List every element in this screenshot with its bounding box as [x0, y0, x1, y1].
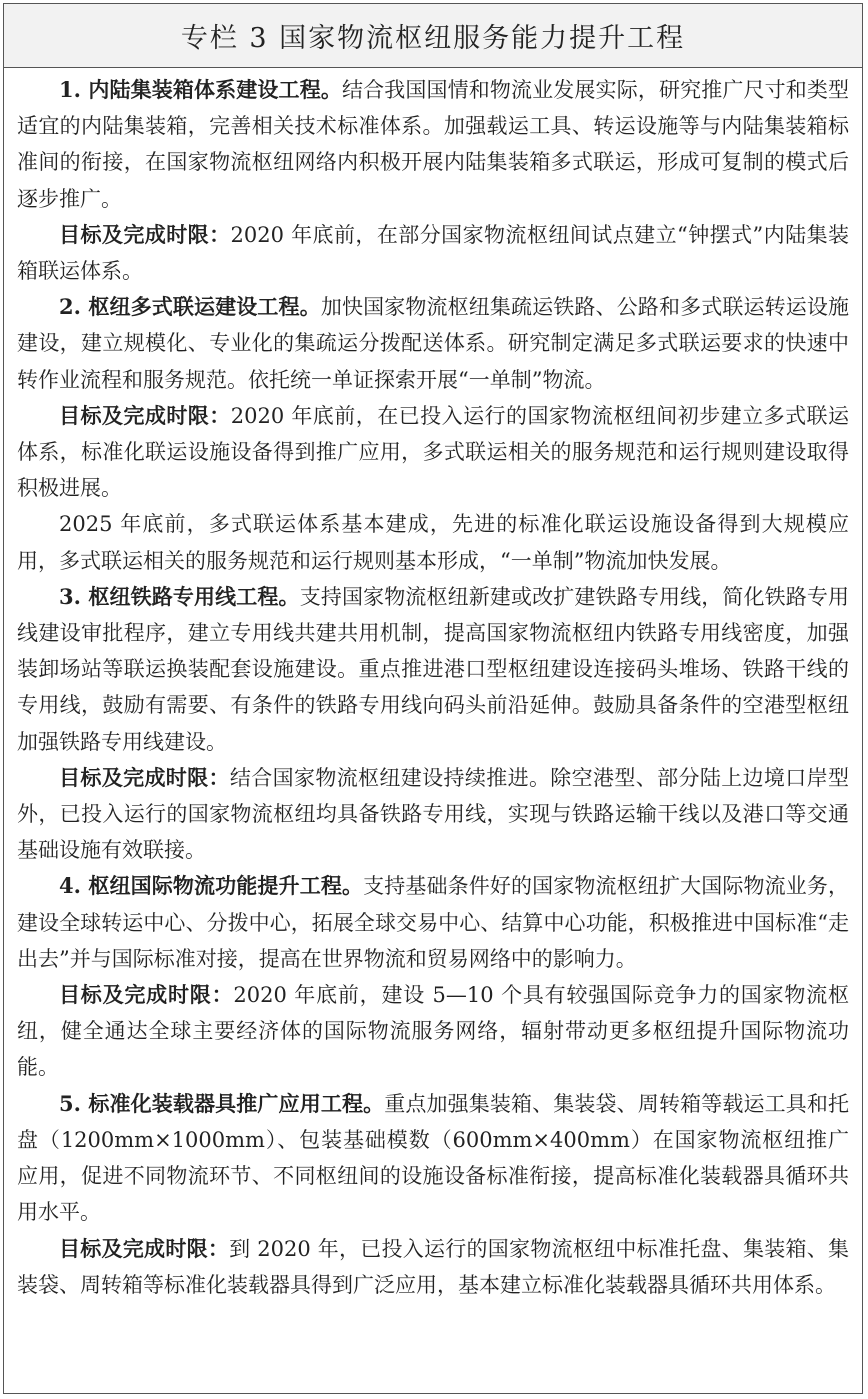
section-5-target-label: 目标及完成时限： [59, 1235, 230, 1261]
section-1-target-label: 目标及完成时限： [59, 221, 231, 247]
section-3-target-label: 目标及完成时限： [59, 764, 230, 790]
section-2-target-text: 2020 年底前，在已投入运行的国家物流枢纽间初步建立多式联运体系，标准化联运设施设备得到推广应用，多式联运相关的服务规范和运行规则建设取得积极进展。 [17, 403, 850, 501]
section-5-target-paragraph [17, 1231, 849, 1303]
section-5-target-text: 到 2020 年，已投入运行的国家物流枢纽中标准托盘、集装箱、集装袋、周转箱等标准化装载器具得到广泛应用，基本建立标准化装载器具循环共用体系。 [17, 1236, 850, 1297]
section-3-target-text: 结合国家物流枢纽建设持续推进。除空港型、部分陆上边境口岸型外，已投入运行的国家物流枢纽均具备铁路专用线，实现与铁路运输干线以及港口等交通基础设施有效联接。 [17, 765, 849, 863]
section-3-paragraph [17, 579, 849, 760]
section-2-extra-paragraph: 2025 年底前，多式联运体系基本建成，先进的标准化联运设施设备得到大规模应用，多式联运相关的服务规范和运行规则基本形成，“一单制”物流加快发展。 [17, 512, 849, 573]
section-2-target-paragraph [17, 398, 849, 507]
section-3-target-paragraph [17, 760, 849, 869]
section-2-paragraph [17, 289, 849, 398]
section-2-heading: 2. 枢纽多式联运建设工程。 [59, 294, 321, 320]
section-1-target-paragraph [17, 217, 849, 289]
section-1-paragraph [17, 72, 849, 217]
section-4-paragraph [17, 868, 849, 977]
column-title: 专栏 3 国家物流枢纽服务能力提升工程 [4, 4, 862, 68]
section-2-body: 加快国家物流枢纽集疏运铁路、公路和多式联运转运设施建设，建立规模化、专业化的集疏运分拨配送体系。研究制定满足多式联运要求的快速中转作业流程和服务规范。依托统一单证探索开展“一单制”物流。 [17, 295, 850, 392]
section-4-target-paragraph [17, 977, 849, 1086]
section-4-target-text: 2020 年底前，建设 5—10 个具有较强国际竞争力的国家物流枢纽，健全通达全球主要经济体的国际物流服务网络，辐射带动更多枢纽提升国际物流功能。 [17, 983, 849, 1080]
section-5-paragraph [17, 1086, 849, 1231]
column-box [3, 3, 863, 1394]
section-3-body: 支持国家物流枢纽新建或改扩建铁路专用线，简化铁路专用线建设审批程序，建立专用线共建共用机制，提高国家物流枢纽内铁路专用线密度，加强装卸场站等联运换装配套设施建设。重点推进港口型枢纽建设连接码头堆场、铁路干线的专用线，鼓励有需要、有条件的铁路专用线向码头前沿延伸。鼓励具备条件的空港型枢纽加强铁路专用线建设。 [17, 584, 850, 754]
section-5-heading: 5. 标准化装载器具推广应用工程。 [59, 1090, 385, 1116]
section-5-body: 重点加强集装箱、集装袋、周转箱等载运工具和托盘（1200mm×1000mm）、包装基础模数（600mm×400mm）在国家物流枢纽推广应用，促进不同物流环节、不同枢纽间的设施设备标准衔接，提高标准化装载器具循环共用水平。 [17, 1091, 849, 1225]
section-4-body: 支持基础条件好的国家物流枢纽扩大国际物流业务，建设全球转运中心、分拨中心，拓展全球交易中心、结算中心功能，积极推进中国标准“走出去”并与国际标准对接，提高在世界物流和贸易网络中的影响力。 [17, 874, 850, 971]
section-4-heading: 4. 枢纽国际物流功能提升工程。 [59, 873, 364, 899]
section-1-body: 结合我国国情和物流业发展实际，研究推广尺寸和类型适宜的内陆集装箱，完善相关技术标准体系。加强载运工具、转运设施等与内陆集装箱标准间的衔接，在国家物流枢纽网络内积极开展内陆集装箱多式联运，形成可复制的模式后逐步推广。 [17, 78, 850, 211]
section-3-heading: 3. 枢纽铁路专用线工程。 [59, 583, 300, 609]
column-content [4, 68, 862, 1303]
section-4-target-label: 目标及完成时限： [59, 982, 234, 1008]
section-1-target-text: 2020 年底前，在部分国家物流枢纽间试点建立“钟摆式”内陆集装箱联运体系。 [17, 222, 850, 284]
section-1-heading: 1. 内陆集装箱体系建设工程。 [59, 77, 342, 102]
section-2-target-label: 目标及完成时限： [59, 402, 231, 428]
